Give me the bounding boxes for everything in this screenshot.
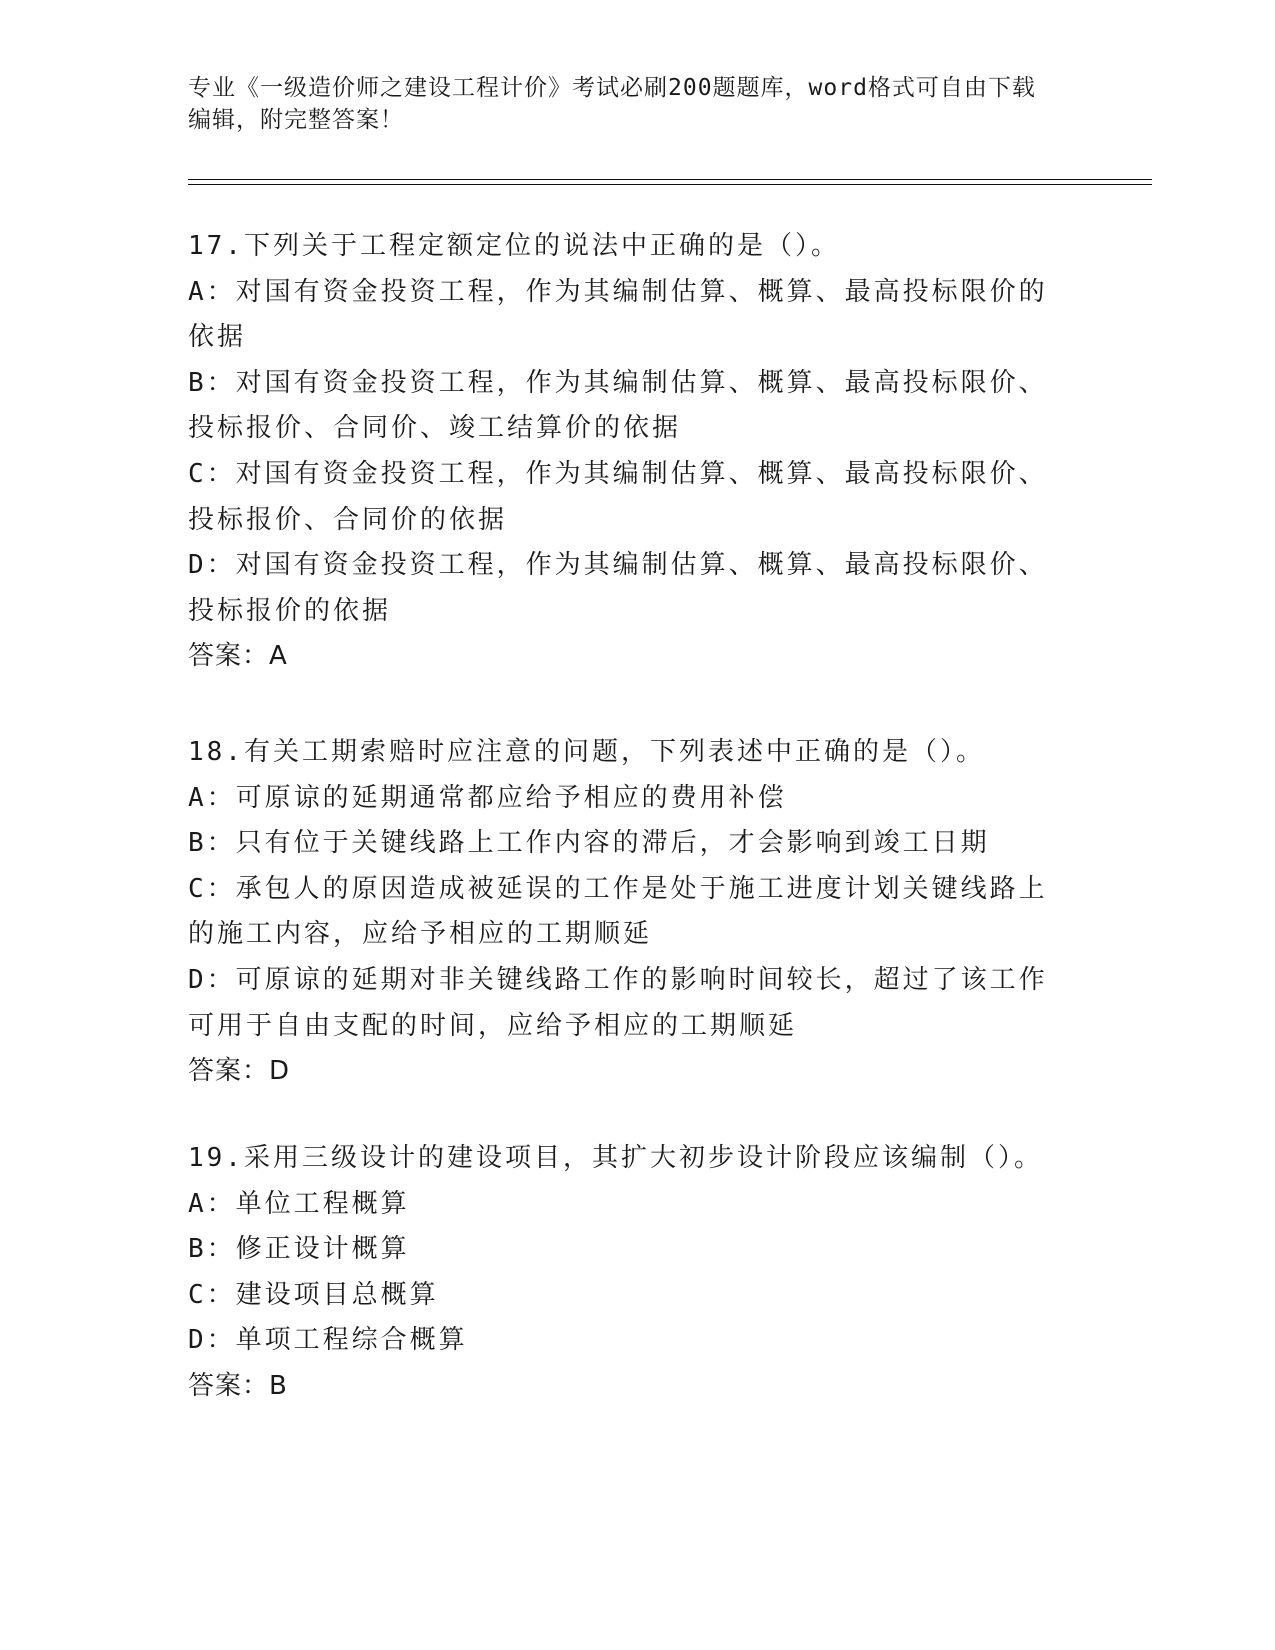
answer-label: 答案：A (188, 641, 288, 672)
header-divider-bottom (188, 184, 1152, 185)
question-17 (188, 224, 1073, 680)
question-stem: 19.采用三级设计的建设项目，其扩大初步设计阶段应该编制（）。 (188, 1143, 1043, 1173)
question-stem: 18.有关工期索赔时应注意的问题，下列表述中正确的是（）。 (188, 737, 985, 767)
answer-label: 答案：B (188, 1370, 288, 1401)
option-a: A：对国有资金投资工程，作为其编制估算、概算、最高投标限价的依据 (188, 276, 1048, 353)
option-a: A：可原谅的延期通常都应给予相应的费用补偿 (188, 782, 787, 813)
header-divider-top (188, 179, 1152, 180)
question-19 (188, 1136, 1073, 1410)
option-b: B：修正设计概算 (188, 1234, 410, 1265)
question-stem: 17.下列关于工程定额定位的说法中正确的是（）。 (188, 231, 840, 261)
option-d: D：可原谅的延期对非关键线路工作的影响时间较长，超过了该工作可用于自由支配的时间，应给予相应的工期顺延 (188, 964, 1048, 1041)
option-c: C：对国有资金投资工程，作为其编制估算、概算、最高投标限价、投标报价、合同价的依据 (188, 458, 1048, 535)
option-d: D：对国有资金投资工程，作为其编制估算、概算、最高投标限价、投标报价的依据 (188, 550, 1048, 626)
header-line-1: 专业《一级造价师之建设工程计价》考试必刷200题题库，word格式可自由下载 (188, 75, 1036, 101)
option-d: D：单项工程综合概算 (188, 1325, 468, 1356)
option-c: C：建设项目总概算 (188, 1279, 439, 1310)
option-a: A：单位工程概算 (188, 1188, 410, 1219)
header-line-2: 编辑，附完整答案！ (188, 107, 404, 133)
option-c: C：承包人的原因造成被延误的工作是处于施工进度计划关键线路上的施工内容，应给予相应的工期顺延 (188, 873, 1048, 950)
question-18 (188, 730, 1073, 1095)
option-b: B：对国有资金投资工程，作为其编制估算、概算、最高投标限价、投标报价、合同价、竣工结算价的依据 (188, 367, 1048, 444)
answer-label: 答案：D (188, 1056, 291, 1087)
option-b: B：只有位于关键线路上工作内容的滞后，才会影响到竣工日期 (188, 828, 990, 859)
document-header (188, 72, 1068, 136)
